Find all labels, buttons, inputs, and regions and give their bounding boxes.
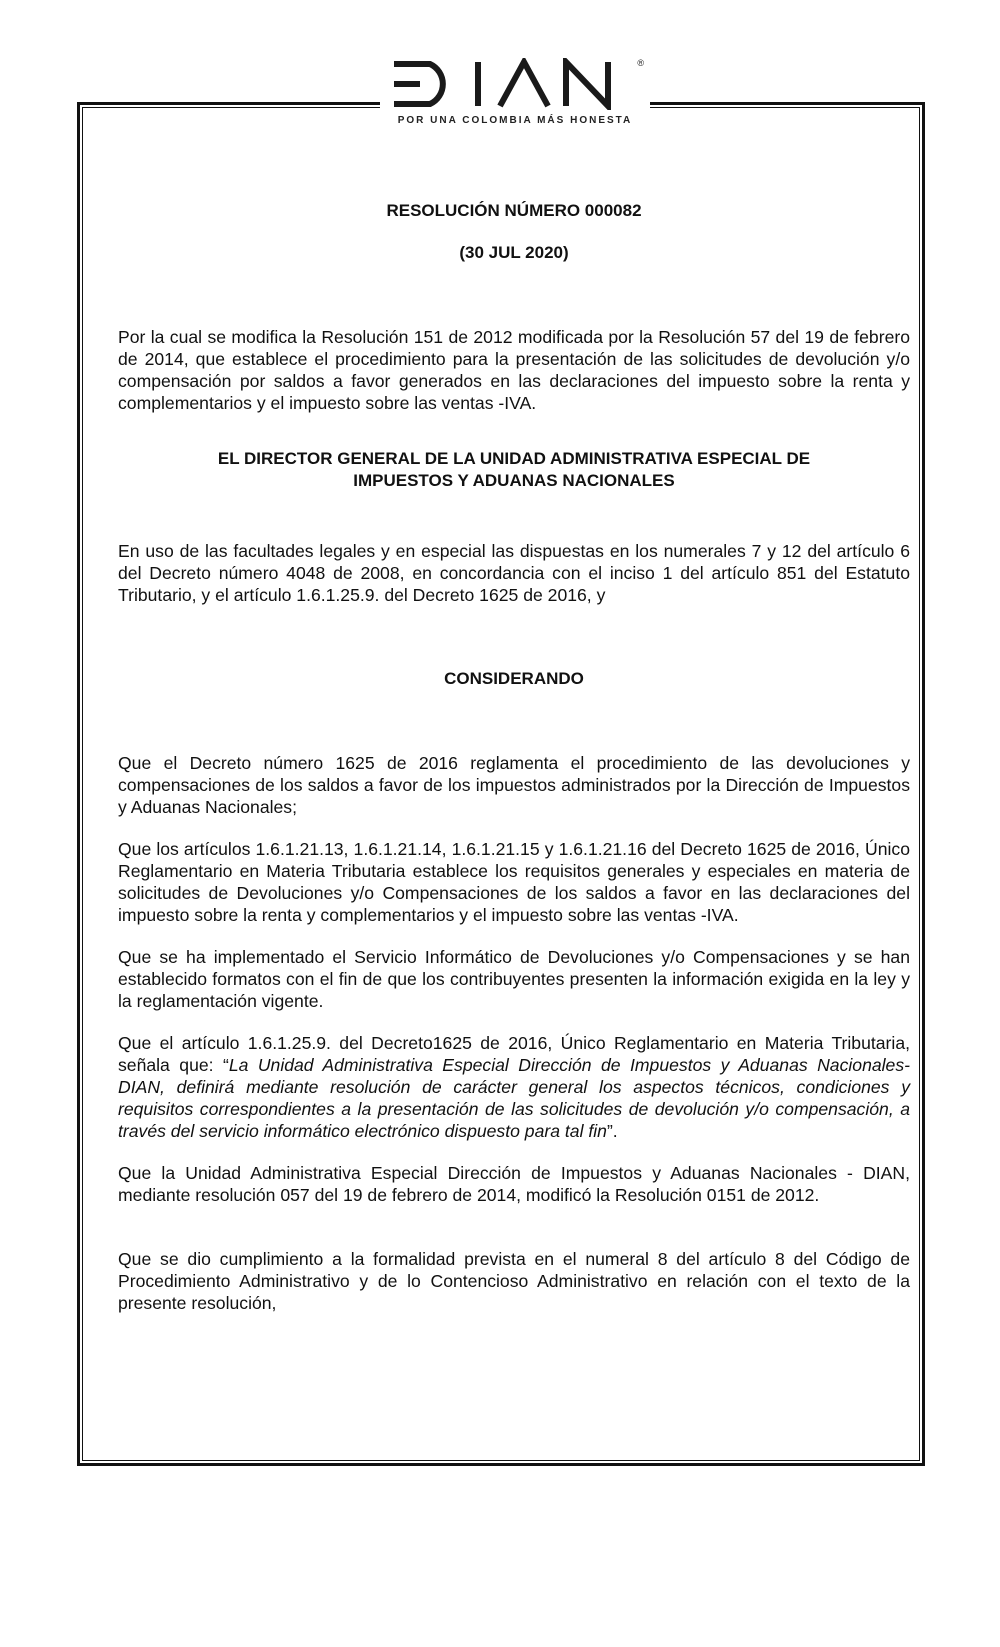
- considerando-paragraph-5: Que la Unidad Administrativa Especial Dirección de Impuestos y Aduanas Nacionales - DIAN, mediante resolución 057 del 19 de febrero de 2014, modificó la Resolución 0151 de 2012.: [118, 1163, 910, 1205]
- considerando-paragraph-1: Que el Decreto número 1625 de 2016 reglamenta el procedimiento de las devoluciones y compensaciones de los saldos a favor de los impuestos administrados por la Dirección de Impuestos y Aduanas Nacionales;: [118, 753, 910, 817]
- dian-logo-mark: [390, 58, 640, 110]
- powers-paragraph: En uso de las facultades legales y en especial las dispuestas en los numerales 7 y 12 del artículo 6 del Decreto número 4048 de 2008, en concordancia con el inciso 1 del artículo 851 del Estatuto Tributario, y el artículo 1.6.1.25.9. del Decreto 1625 de 2016, y: [118, 541, 910, 605]
- tagline: POR UNA COLOMBIA MÁS HONESTA: [397, 115, 633, 126]
- considerando-paragraph-3: Que se ha implementado el Servicio Informático de Devoluciones y/o Compensaciones y se han establecido formatos con el fin de que los contribuyentes presenten la información exigida en la ley y la reglamentación vigente.: [118, 947, 910, 1011]
- resolution-number: RESOLUCIÓN NÚMERO 000082: [386, 201, 642, 220]
- considerando-paragraph-6: Que se dio cumplimiento a la formalidad prevista en el numeral 8 del artículo 8 del Código de Procedimiento Administrativo y de lo Contencioso Administrativo en relación con el texto de la presente resolución,: [118, 1249, 910, 1313]
- p4-end: ”.: [606, 1121, 618, 1141]
- p4-start: Que el artículo 1.6.1.25.9. del Decreto1625 de 2016, Único Reglamentario en Materia Tributaria, señala que: “: [118, 1033, 910, 1075]
- resolution-date: (30 JUL 2020): [459, 243, 569, 262]
- considerando-paragraph-4: [118, 1032, 910, 1142]
- document-content: [118, 200, 910, 1314]
- considerando-paragraph-2: Que los artículos 1.6.1.21.13, 1.6.1.21.14, 1.6.1.21.15 y 1.6.1.21.16 del Decreto 1625 de 2016, Único Reglamentario en Materia Tributaria establece los requisitos generales y especiales en materia de solicitudes de Devoluciones y/o Compensaciones de los saldos a favor en las declaraciones del impuesto sobre la renta y complementarios y el impuesto sobre las ventas -IVA.: [118, 839, 910, 925]
- authority-line-2: IMPUESTOS Y ADUANAS NACIONALES: [353, 471, 675, 490]
- logo-text: DIAN: [390, 58, 393, 59]
- p4-quote: La Unidad Administrativa Especial Dirección de Impuestos y Aduanas Nacionales- DIAN, definirá mediante resolución de carácter general los aspectos técnicos, condiciones y requisitos correspondientes a la presentación de las solicitudes de devolución y/o compensación, a través del servicio informático electrónico dispuesto para tal fin: [118, 1055, 910, 1141]
- intro-paragraph: Por la cual se modifica la Resolución 151 de 2012 modificada por la Resolución 57 del 19 de febrero de 2014, que establece el procedimiento para la presentación de las solicitudes de devolución y/o compensación por saldos a favor generados en las declaraciones del impuesto sobre la renta y complementarios y el impuesto sobre las ventas -IVA.: [118, 327, 910, 413]
- authority-line-1: EL DIRECTOR GENERAL DE LA UNIDAD ADMINISTRATIVA ESPECIAL DE: [217, 449, 811, 468]
- considerando-heading: CONSIDERANDO: [444, 669, 584, 688]
- registered-mark: ®: [637, 58, 644, 68]
- dian-logo: [380, 52, 650, 132]
